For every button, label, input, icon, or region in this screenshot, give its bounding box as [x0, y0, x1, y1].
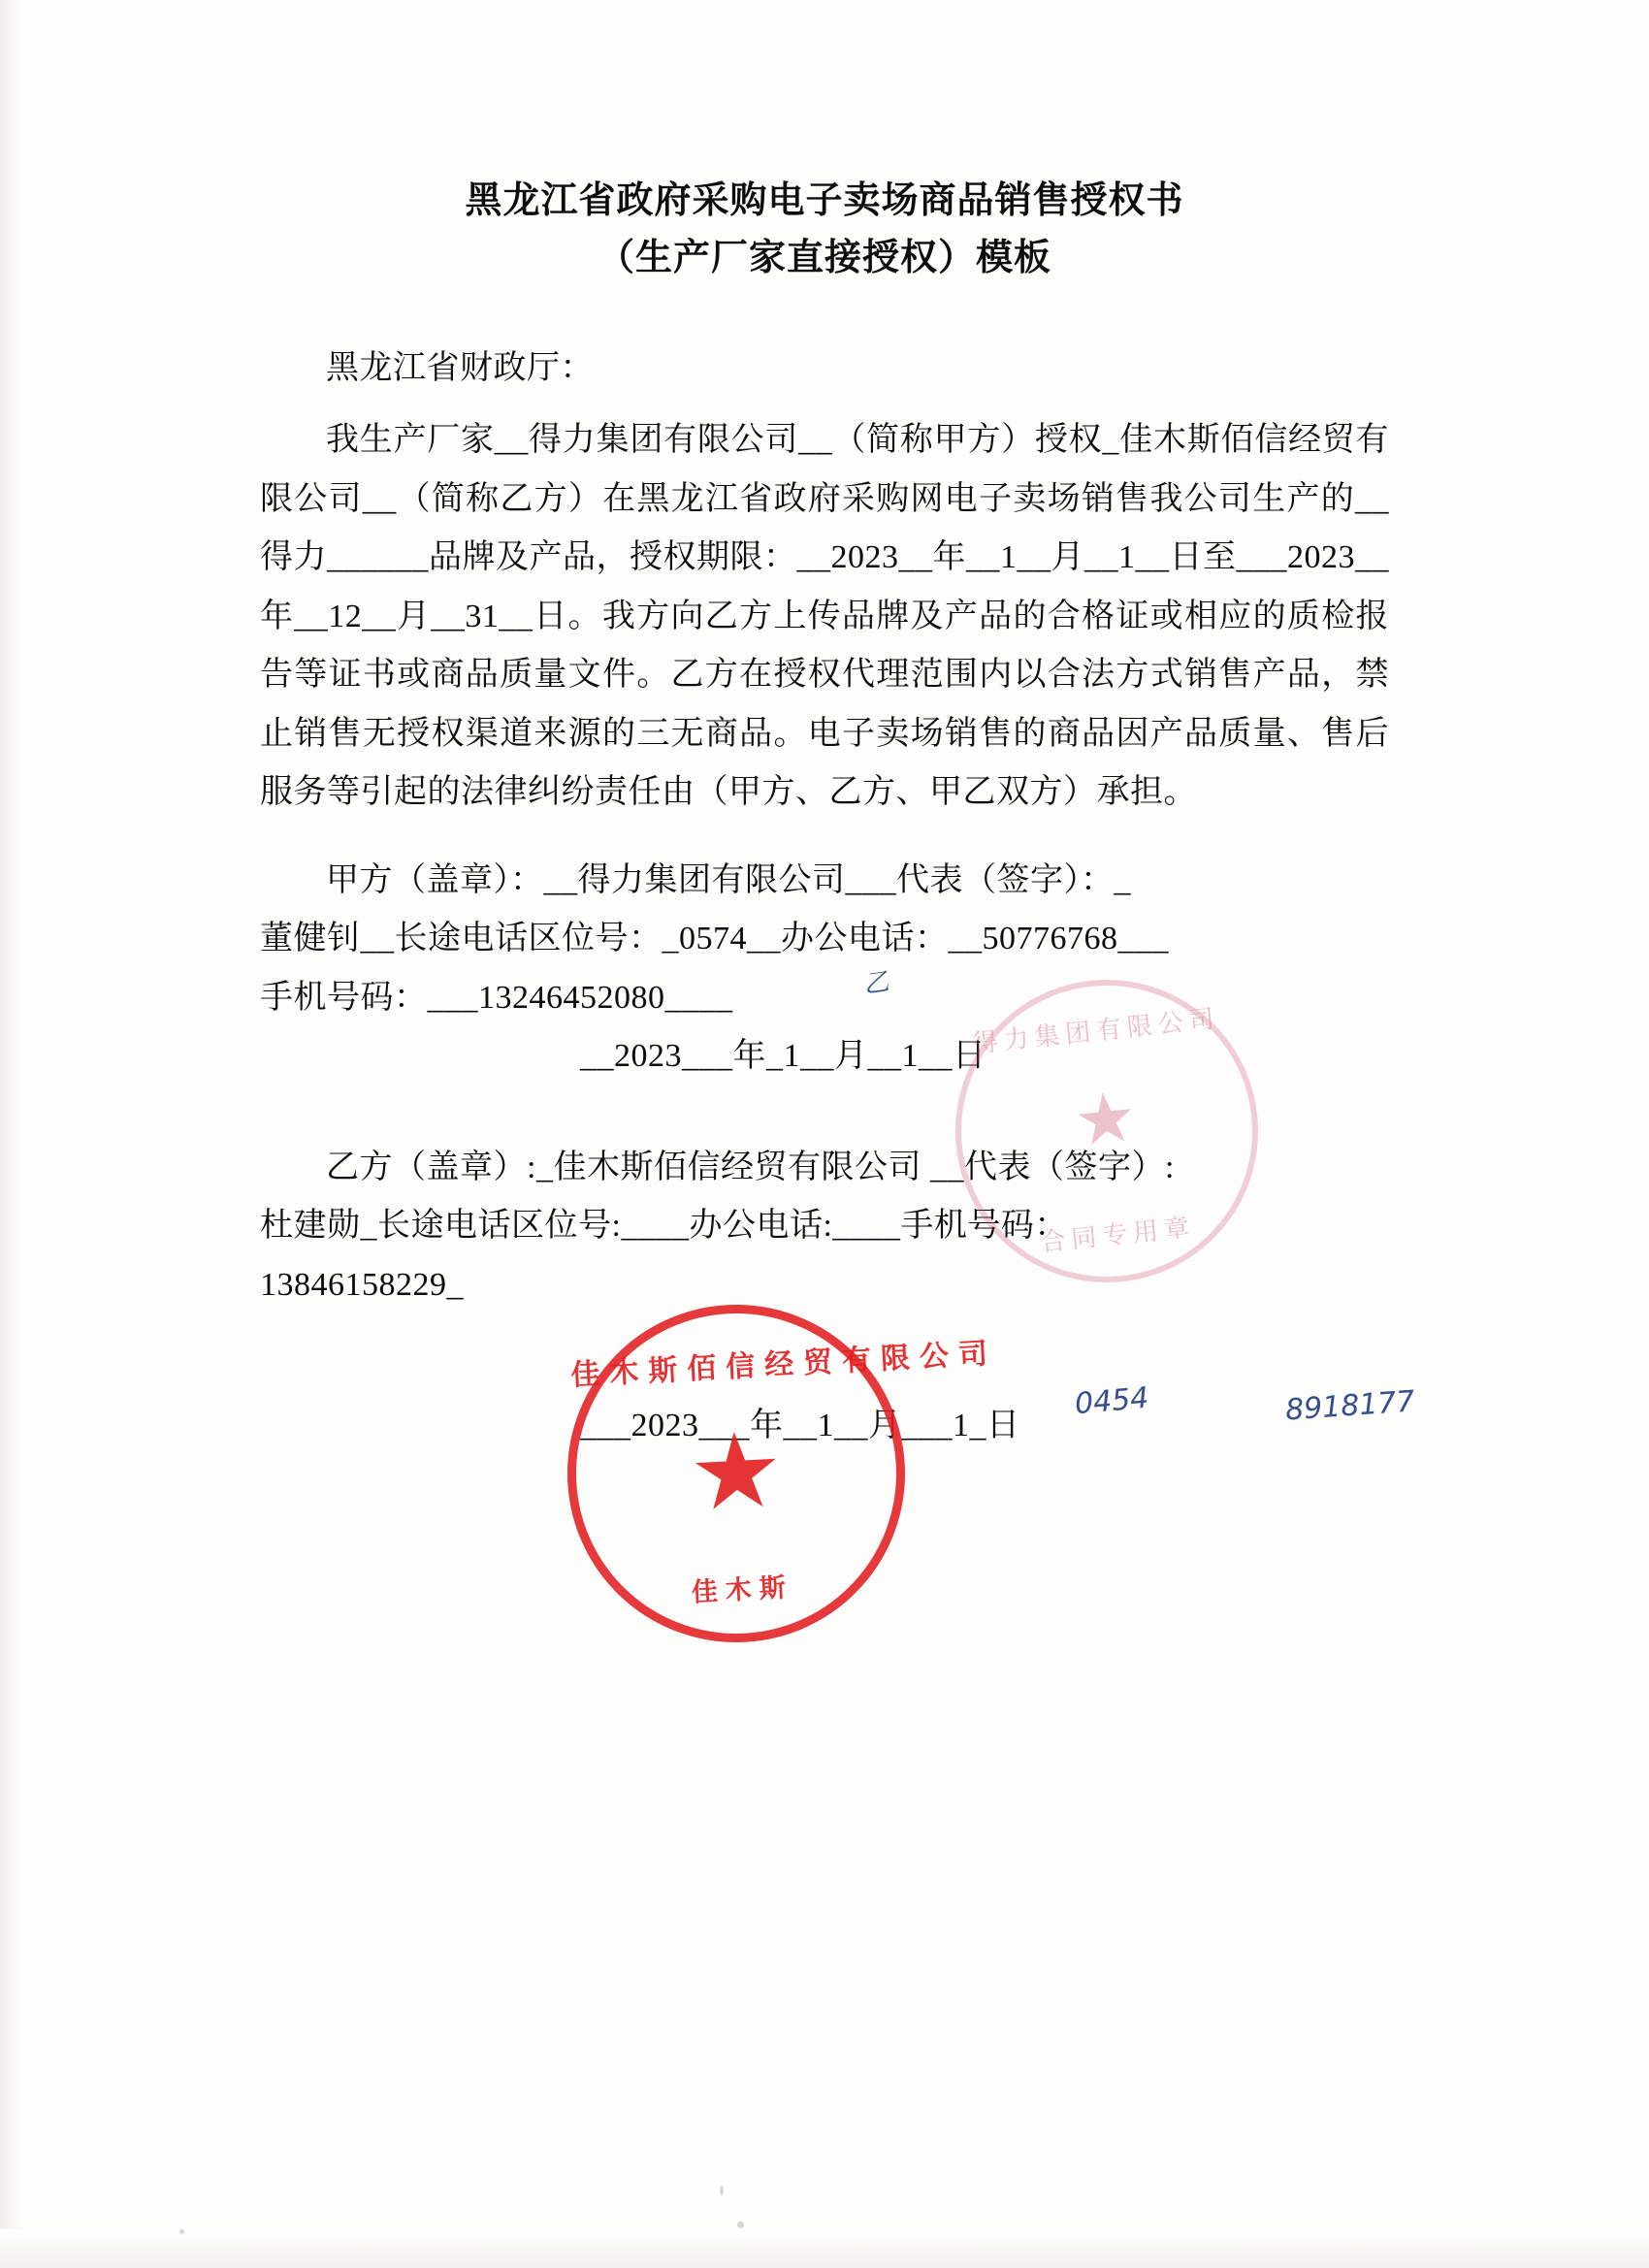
party-b-line-1: 乙方（盖章）:_佳木斯佰信经贸有限公司 __代表（签字）:	[326, 1149, 1175, 1185]
handwritten-office-phone: 8918177	[1283, 1384, 1416, 1428]
party-b-line-3: 13846158229_	[260, 1267, 464, 1303]
party-a-line-2: 董健钊__长途电话区位号：_0574__办公电话：__50776768___	[260, 921, 1169, 957]
handwritten-party-mark: 乙	[861, 967, 891, 1000]
scan-speck	[179, 2229, 184, 2234]
party-b-date: ___2023___年__1__月___1_日	[580, 1407, 1020, 1443]
party-b-seal-top-text: 佳木斯佰信经贸有限公司	[569, 1337, 998, 1392]
party-a-line-3: 手机号码：___13246452080____	[260, 979, 733, 1016]
document-title	[0, 173, 1649, 287]
party-a-line-1: 甲方（盖章）：__得力集团有限公司___代表（签字）：_	[326, 861, 1131, 898]
party-a-seal-top-text: 得力集团有限公司	[971, 1003, 1222, 1058]
title-line-2: （生产厂家直接授权）模板	[597, 237, 1051, 278]
document-body	[260, 340, 1389, 1455]
party-a-date: __2023___年_1__月__1__日	[580, 1038, 986, 1075]
addressee: 黑龙江省财政厅：	[326, 349, 594, 386]
scan-speck	[720, 2186, 724, 2195]
scan-edge-bottom	[0, 2229, 1649, 2268]
title-line-1: 黑龙江省政府采购电子卖场商品销售授权书	[465, 180, 1184, 221]
party-b-seal-bottom-text: 佳木斯	[691, 1572, 794, 1607]
party-b-seal-star-icon: ★	[686, 1412, 787, 1534]
party-b-line-2: 杜建勋_长途电话区位号:____办公电话:____手机号码：	[260, 1208, 1068, 1245]
party-a-seal-bottom-text: 合同专用章	[1039, 1212, 1197, 1257]
handwritten-area-code: 0454	[1073, 1380, 1150, 1422]
party-a-seal-star-icon: ★	[1070, 1077, 1142, 1162]
scan-speck	[737, 2221, 744, 2228]
authorization-paragraph: 我生产厂家__得力集团有限公司__（简称甲方）授权_佳木斯佰信经贸有限公司__（简称乙方）在黑龙江省政府采购网电子卖场销售我公司生产的__得力______品牌及产品，授权期限：__2023__年__1__月__1__日至___2023__年__12__月__31__日。我方向乙方上传品牌及产品的合格证或相应的质检报告等证书或商品质量文件。乙方在授权代理范围内以合法方式销售产品，禁止销售无授权渠道来源的三无商品。电子卖场销售的商品因产品质量、售后服务等引起的法律纠纷责任由（甲方、乙方、甲乙双方）承担。	[260, 422, 1389, 811]
